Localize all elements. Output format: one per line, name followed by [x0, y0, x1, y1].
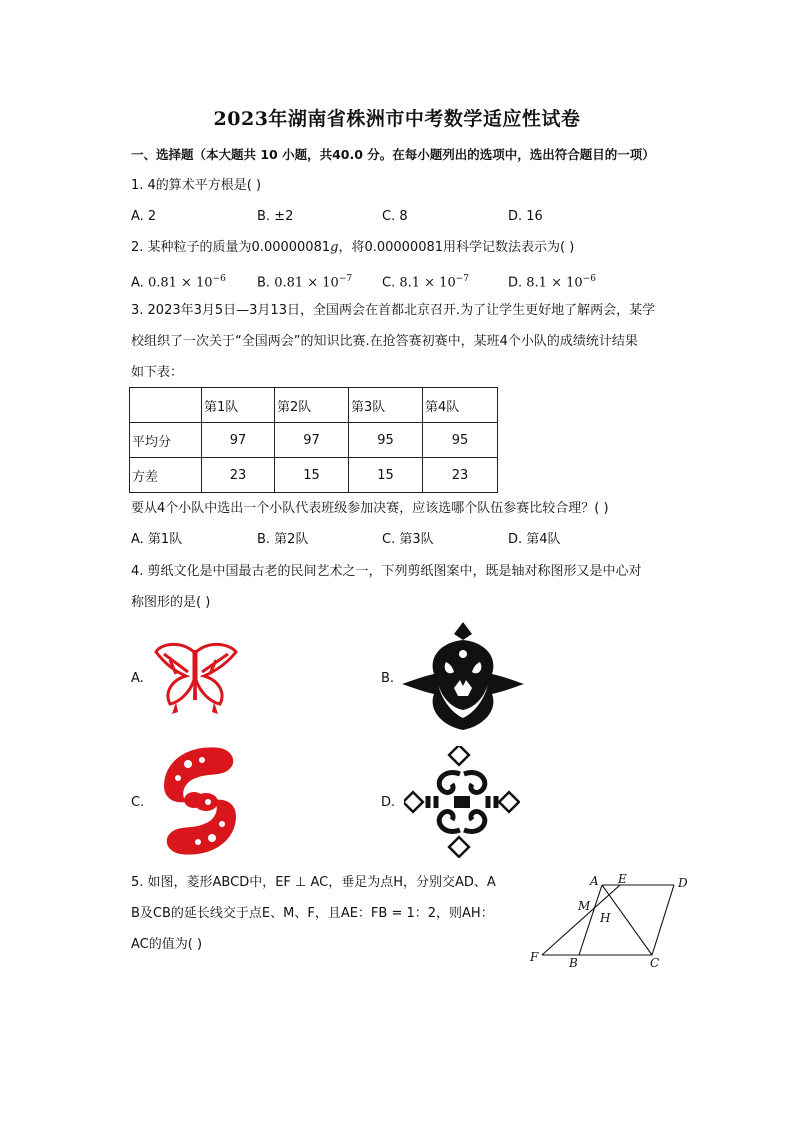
figure-label-b: B	[569, 956, 578, 970]
figure-label-a: A	[590, 874, 599, 888]
q1-option-b[interactable]: B. ±2	[257, 209, 294, 224]
figure-label-d: D	[678, 876, 688, 890]
table-cell: 95	[423, 423, 498, 458]
question-3-question: 要从4个小队中选出一个小队代表班级参加决赛，应该选哪个队伍参赛比较合理？( )	[131, 501, 609, 516]
table-cell: 15	[349, 458, 423, 493]
q2-option-d-label: D.	[508, 275, 527, 291]
q2-option-d-base: 8.1 × 10	[526, 275, 583, 291]
q3-option-b[interactable]: B. 第2队	[257, 532, 309, 547]
question-4-line-1: 4. 剪纸文化是中国最古老的民间艺术之一，下列剪纸图案中，既是轴对称图形又是中心对	[131, 564, 642, 579]
black-ornament-papercut-icon[interactable]	[402, 622, 524, 732]
figure-label-e: E	[618, 872, 627, 886]
figure-label-c: C	[650, 956, 660, 970]
q2-stem-part-b: ，将0.00000081用科学记数法表示为( )	[338, 240, 575, 255]
q2-option-b[interactable]	[257, 270, 352, 292]
q2-option-d-exp: −6	[582, 274, 596, 284]
figure-label-f: F	[530, 950, 539, 964]
figure-label-h: H	[600, 911, 611, 925]
table-row-label: 平均分	[130, 423, 202, 458]
q2-option-b-exp: −7	[338, 274, 353, 284]
q2-option-c[interactable]	[382, 270, 469, 292]
table-header-cell: 第1队	[202, 388, 275, 423]
table-row-label: 方差	[130, 458, 202, 493]
black-scroll-papercut-icon[interactable]	[404, 746, 520, 858]
q1-option-a[interactable]: A. 2	[131, 209, 157, 224]
table-cell: 97	[202, 423, 275, 458]
table-cell: 97	[275, 423, 349, 458]
butterfly-papercut-icon[interactable]	[150, 640, 240, 715]
table-cell: 95	[349, 423, 423, 458]
page-title: 2023年湖南省株洲市中考数学适应性试卷	[213, 108, 581, 130]
q1-option-d[interactable]: D. 16	[508, 209, 543, 224]
question-3-line-3: 如下表：	[131, 365, 184, 380]
table-cell: 15	[275, 458, 349, 493]
q2-option-c-label: C.	[382, 275, 400, 291]
q4-option-a-label[interactable]: A.	[131, 671, 144, 686]
table-header-cell: 第2队	[275, 388, 349, 423]
q4-option-b-label[interactable]: B.	[381, 671, 395, 686]
question-5-line-1: 5. 如图，菱形ABCD中，EF ⊥ AC，垂足为点H，分别交AD、A	[131, 875, 496, 890]
q2-option-d[interactable]	[508, 270, 596, 292]
q2-option-b-label: B.	[257, 275, 275, 291]
section-heading: 一、选择题（本大题共 10 小题，共40.0 分。在每小题列出的选项中，选出符合题目的一项）	[131, 147, 655, 162]
q2-option-c-exp: −7	[455, 274, 469, 284]
q3-option-a[interactable]: A. 第1队	[131, 532, 183, 547]
q2-stem-unit: g	[330, 240, 339, 255]
q2-option-a[interactable]	[131, 270, 226, 292]
question-5-line-3: AC的值为( )	[131, 937, 203, 952]
figure-label-m: M	[578, 899, 591, 913]
q2-option-a-label: A.	[131, 275, 148, 291]
q2-option-b-base: 0.81 × 10	[274, 275, 339, 291]
table-row	[130, 458, 498, 493]
q1-option-c[interactable]: C. 8	[382, 209, 408, 224]
question-4-line-2: 称图形的是( )	[131, 595, 211, 610]
table-header-cell	[130, 388, 202, 423]
q2-stem-part-a: 2. 某种粒子的质量为0.00000081	[131, 240, 331, 255]
table-header-cell: 第3队	[349, 388, 423, 423]
q4-option-c-label[interactable]: C.	[131, 795, 145, 810]
table-cell: 23	[423, 458, 498, 493]
q4-option-d-label[interactable]: D.	[381, 795, 396, 810]
table-cell: 23	[202, 458, 275, 493]
rhombus-geometry-figure	[526, 870, 698, 974]
table-header-row	[130, 388, 498, 423]
q3-option-c[interactable]: C. 第3队	[382, 532, 434, 547]
red-floral-papercut-icon[interactable]	[150, 742, 250, 860]
table-header-cell: 第4队	[423, 388, 498, 423]
question-3-line-1: 3. 2023年3月5日—3月13日，全国两会在首都北京召开.为了让学生更好地了解两会，某学	[131, 303, 656, 318]
q2-option-a-base: 0.81 × 10	[147, 275, 213, 291]
score-table	[129, 387, 498, 493]
question-2-stem	[131, 239, 574, 257]
q2-option-a-exp: −6	[212, 274, 226, 284]
q3-option-d[interactable]: D. 第4队	[508, 532, 561, 547]
question-1-stem: 1. 4的算术平方根是( )	[131, 178, 262, 193]
q2-option-c-base: 8.1 × 10	[399, 275, 456, 291]
table-row	[130, 423, 498, 458]
question-5-line-2: B及CB的延长线交于点E、M、F，且AE：FB = 1：2，则AH：	[131, 906, 494, 921]
question-3-line-2: 校组织了一次关于“全国两会”的知识比赛.在抢答赛初赛中，某班4个小队的成绩统计结果	[131, 334, 638, 349]
